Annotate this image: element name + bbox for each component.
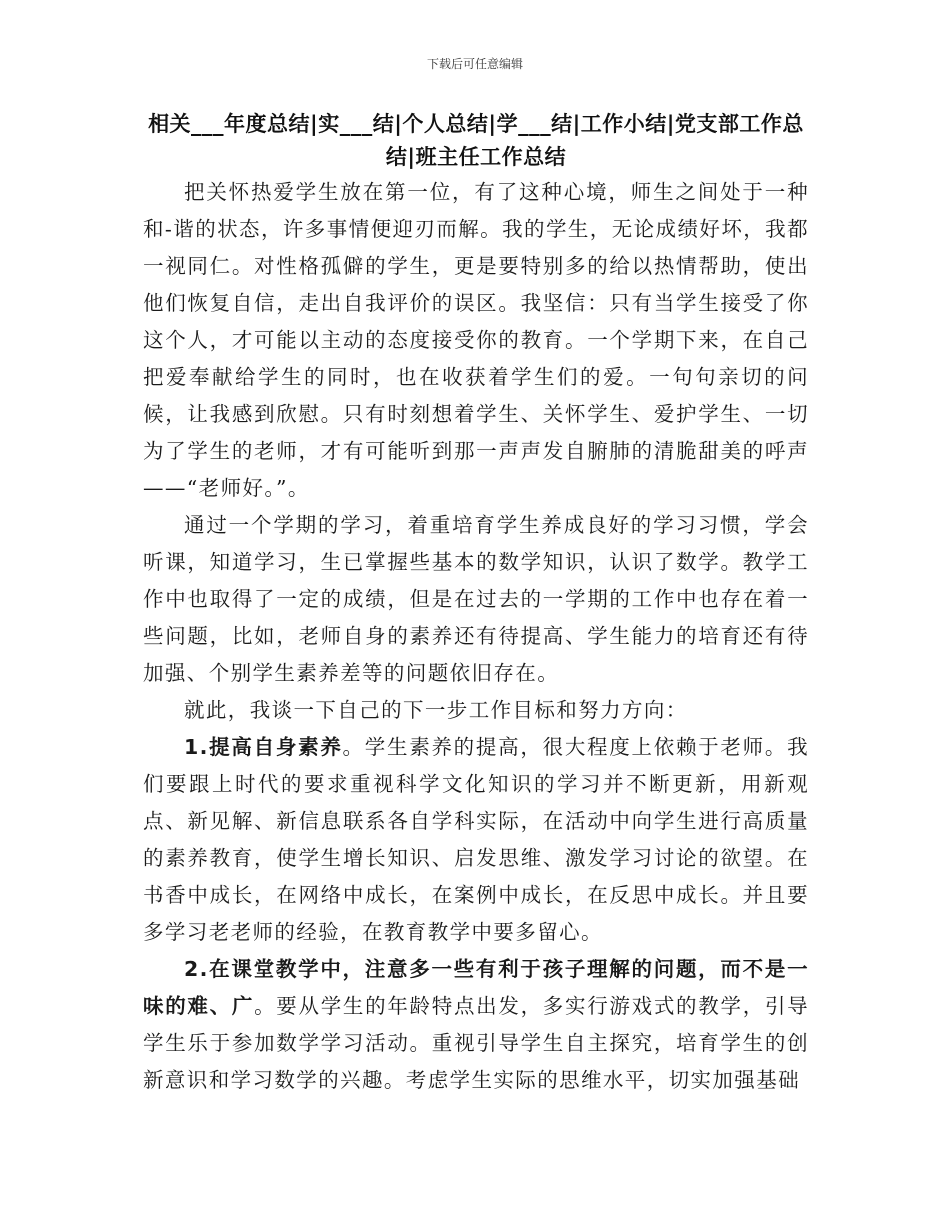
document-body: [143, 174, 809, 1099]
document-content: [143, 108, 809, 1099]
paragraph-3: [143, 692, 809, 729]
paragraph-5-text: 。要从学生的年龄特点出发，多实行游戏式的教学，引导学生乐于参加数学学习活动。重视引导学生自主探究，培育学生的创新意识和学习数学的兴趣。考虑学生实际的思维水平，切实加强基础: [143, 994, 810, 1092]
paragraph-5: [143, 951, 809, 1099]
paragraph-4: [143, 729, 809, 951]
header-note: 下载后可任意编辑: [426, 57, 523, 71]
paragraph-3-text: 就此，我谈一下自己的下一步工作目标和努力方向：: [184, 698, 688, 722]
paragraph-1-text: 把关怀热爱学生放在第一位，有了这种心境，师生之间处于一种和-谐的状态，许多事情便迎刃而解。我的学生，无论成绩好坏，我都一视同仁。对性格孤僻的学生，更是要特别多的给以热情帮助，使出他们恢复自信，走出自我评价的误区。我坚信：只有当学生接受了你这个人，才可能以主动的态度接受你的教育。一个学期下来，在自己把爱奉献给学生的同时，也在收获着学生们的爱。一句句亲切的问候，让我感到欣慰。只有时刻想着学生、关怀学生、爱护学生、一切为了学生的老师，才有可能听到那一声声发自腑肺的清脆甜美的呼声——“老师好。”。: [143, 180, 809, 500]
paragraph-2-text: 通过一个学期的学习，着重培育学生养成良好的学习习惯，学会听课，知道学习，生已掌握些基本的数学知识，认识了数学。教学工作中也取得了一定的成绩，但是在过去的一学期的工作中也存在着一些问题，比如，老师自身的素养还有待提高、学生能力的培育还有待加强、个别学生素养差等的问题依旧存在。: [143, 513, 809, 685]
paragraph-1: [143, 174, 809, 507]
paragraph-2: [143, 507, 809, 692]
document-title: 相关___年度总结|实___结|个人总结|学___结|工作小结|党支部工作总结|班主任工作总结: [148, 112, 804, 169]
paragraph-5-lead: 2.在课堂教学中，注意多一些有利于孩子理解的问题，而不是一味的难、广: [143, 957, 809, 1018]
paragraph-4-lead: 1.提高自身素养: [184, 735, 343, 759]
paragraph-4-text: 。学生素养的提高，很大程度上依赖于老师。我们要跟上时代的要求重视科学文化知识的学习并不断更新，用新观点、新见解、新信息联系各自学科实际，在活动中向学生进行高质量的素养教育，使学生增长知识、启发思维、激发学习讨论的欲望。在书香中成长，在网络中成长，在案例中成长，在反思中成长。并且要多学习老老师的经验，在教育教学中要多留心。: [143, 735, 809, 944]
